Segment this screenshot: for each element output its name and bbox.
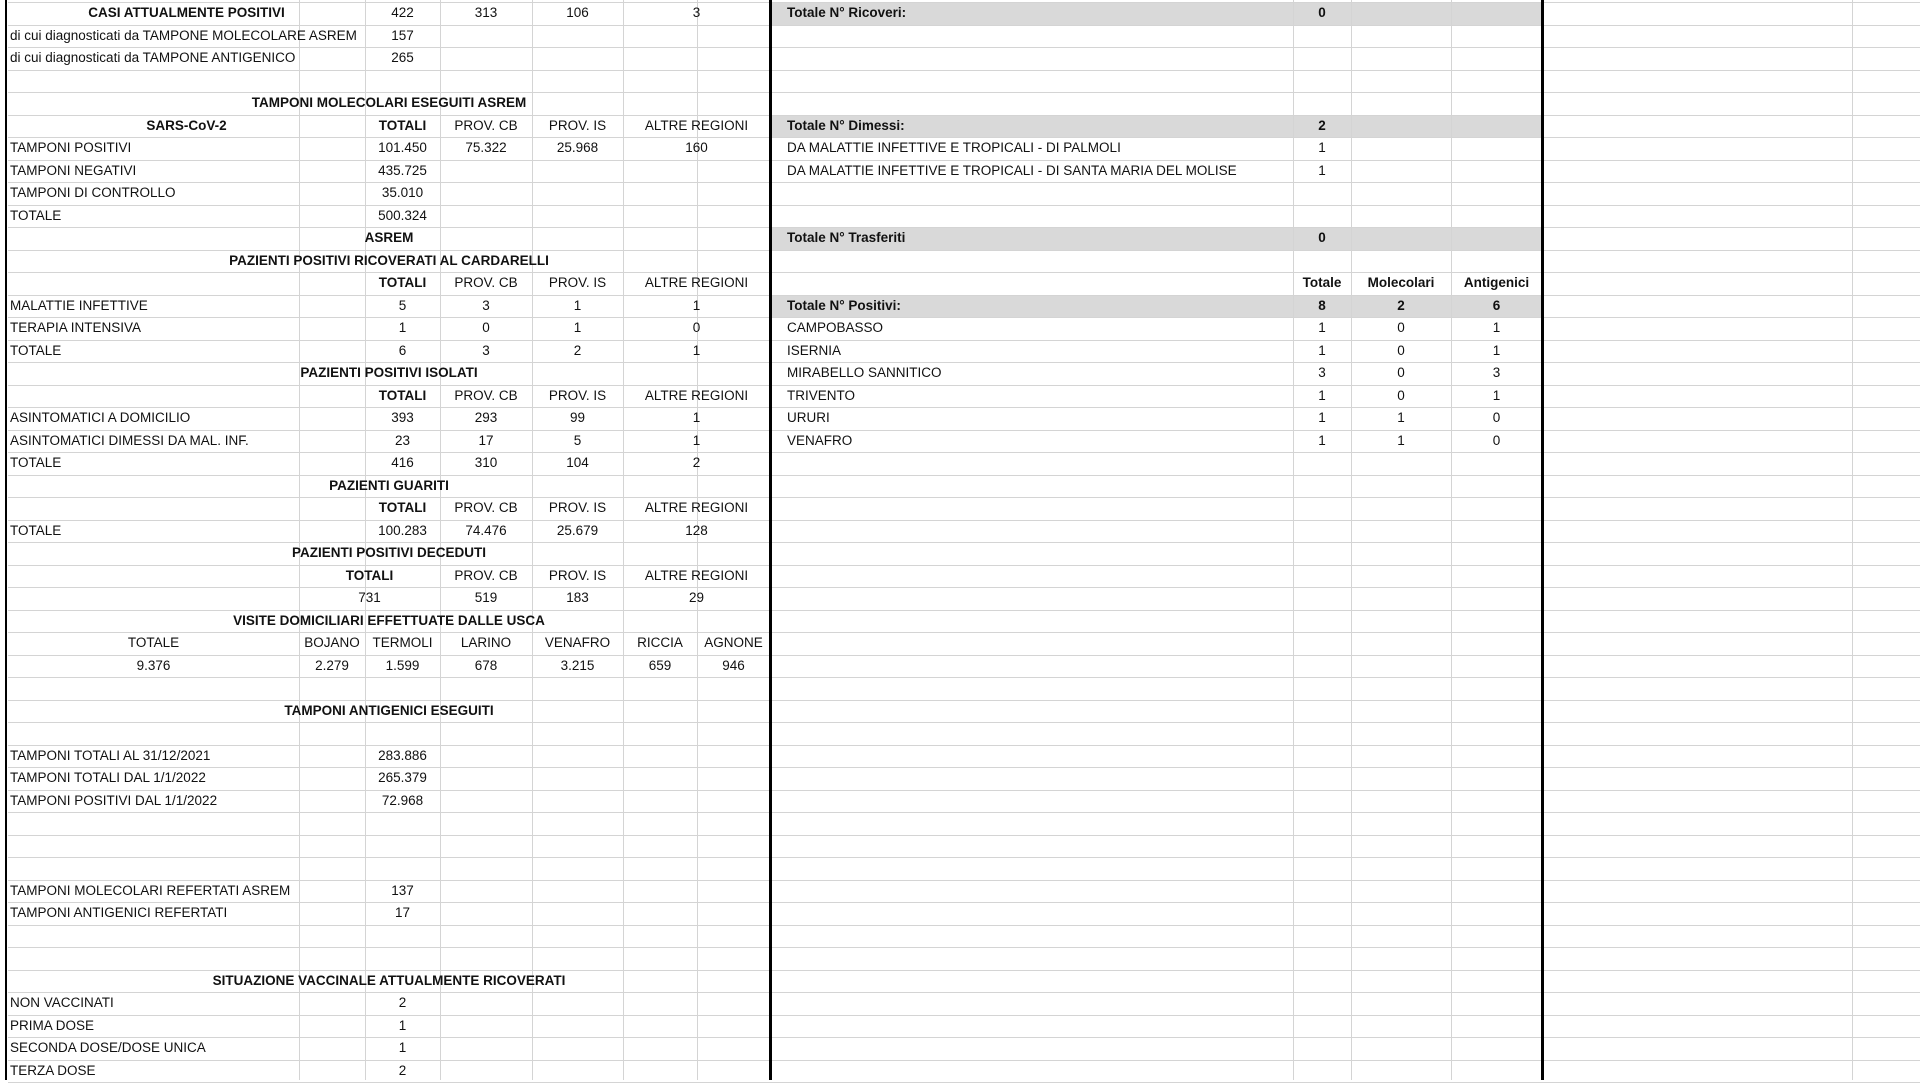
comune-antigenici[interactable]: 0 [1492, 410, 1501, 425]
deceduti-is[interactable]: 183 [566, 590, 589, 605]
antigenici-row-label[interactable]: TAMPONI TOTALI AL 31/12/2021 [10, 747, 211, 763]
comune-antigenici[interactable]: 1 [1492, 342, 1501, 358]
isolati-row-cb[interactable]: 17 [478, 432, 494, 448]
deceduti-totali[interactable]: 731 [358, 590, 381, 605]
ricoverati-row-is[interactable]: 1 [573, 320, 582, 335]
deceduti-cb-header[interactable]: PROV. CB [454, 567, 518, 583]
tamponi-row-altre[interactable] [623, 160, 770, 182]
row-gridline [8, 947, 1920, 948]
isolati-row-altre[interactable]: 1 [692, 410, 701, 425]
molecolare-asrem-label[interactable]: di cui diagnosticati da TAMPONE MOLECOLARE ASREM [10, 27, 357, 43]
positivi-molecolari[interactable]: 2 [1397, 297, 1405, 313]
comune-molecolari[interactable]: 0 [1397, 320, 1405, 335]
tamponi-row-is[interactable]: 25.968 [556, 140, 599, 155]
comune-molecolari[interactable]: 0 [1397, 387, 1405, 403]
ricoverati-row-label[interactable]: TOTALE [10, 342, 62, 358]
usca-header[interactable]: LARINO [460, 635, 512, 650]
comune-name[interactable]: TRIVENTO [787, 387, 856, 403]
comune-totale[interactable]: 1 [1318, 342, 1326, 358]
tamponi-row-altre[interactable] [623, 205, 770, 227]
isolati-row-is[interactable]: 99 [569, 410, 586, 425]
vaccinale-row-value[interactable]: 2 [398, 995, 407, 1010]
usca-header[interactable]: VENAFRO [544, 635, 611, 650]
isolati-row-label[interactable]: ASINTOMATICI A DOMICILIO [10, 410, 191, 425]
col-gridline [1852, 0, 1853, 1080]
molecolare-asrem-value[interactable]: 157 [391, 27, 414, 43]
tamponi-row-altre[interactable] [623, 182, 770, 204]
tamponi-row-cb[interactable]: 75.322 [465, 140, 507, 155]
deceduti-is-header[interactable]: PROV. IS [548, 567, 607, 583]
dimessi-row-value[interactable]: 1 [1318, 140, 1326, 155]
vaccinale-row-value[interactable]: 1 [398, 1040, 407, 1055]
guariti-is-header[interactable]: PROV. IS [548, 500, 607, 515]
tamponi-row-is[interactable] [532, 182, 623, 204]
dimessi-label[interactable]: Totale N° Dimessi: [787, 117, 905, 133]
ricoverati-row-totali[interactable]: 6 [398, 342, 407, 358]
vaccinale-row-label[interactable]: SECONDA DOSE/DOSE UNICA [10, 1040, 206, 1055]
comune-name[interactable]: ISERNIA [787, 342, 842, 358]
refertati-row-label[interactable]: TAMPONI MOLECOLARI REFERTATI ASREM [10, 882, 291, 898]
tamponi-row-totali[interactable]: 435.725 [378, 162, 427, 178]
comune-molecolari[interactable]: 0 [1397, 365, 1405, 380]
ricoverati-row-totali[interactable]: 1 [398, 320, 407, 335]
tamponi-row-label[interactable]: TAMPONI DI CONTROLLO [10, 185, 176, 200]
ricoverati-row-label[interactable]: TERAPIA INTENSIVA [10, 320, 142, 335]
usca-value[interactable]: 3.215 [560, 657, 595, 673]
vaccinale-row-value[interactable]: 1 [398, 1017, 407, 1033]
casi-attuali-altre[interactable]: 3 [692, 5, 701, 20]
comune-totale[interactable]: 3 [1318, 365, 1326, 380]
vaccinale-row-value[interactable]: 2 [398, 1062, 407, 1078]
positivi-totale-header[interactable]: Totale [1302, 275, 1342, 290]
guariti-is[interactable]: 25.679 [556, 522, 599, 538]
antigenico-value[interactable]: 265 [391, 50, 414, 65]
comune-molecolari[interactable]: 1 [1397, 432, 1405, 448]
isolati-is-header[interactable]: PROV. IS [548, 387, 607, 403]
dimessi-row-label[interactable]: DA MALATTIE INFETTIVE E TROPICALI - DI SANTA MARIA DEL MOLISE [787, 162, 1237, 178]
tamponi-row-label[interactable]: TAMPONI NEGATIVI [10, 162, 137, 178]
comune-totale[interactable]: 1 [1318, 387, 1326, 403]
col-gridline [1351, 0, 1352, 1080]
ricoverati-row-totali[interactable]: 5 [398, 297, 407, 313]
refertati-row-label[interactable]: TAMPONI ANTIGENICI REFERTATI [10, 905, 228, 920]
usca-header[interactable]: BOJANO [304, 635, 360, 650]
isolati-row-label[interactable]: TOTALE [10, 455, 62, 470]
guariti-altre-header[interactable]: ALTRE REGIONI [644, 500, 749, 515]
ricoverati-is-header[interactable]: PROV. IS [548, 275, 607, 290]
row-gridline [8, 565, 1920, 566]
refertati-row-value[interactable]: 137 [391, 882, 414, 898]
row-gridline [8, 677, 1920, 678]
comune-name[interactable]: VENAFRO [787, 432, 853, 448]
ricoverati-row-is[interactable]: 2 [573, 342, 582, 358]
tamponi-row-label[interactable]: TOTALE [10, 207, 62, 223]
totali-header[interactable]: TOTALI [378, 117, 427, 133]
antigenici-row-value[interactable]: 72.968 [381, 792, 424, 808]
row-gridline [8, 835, 1920, 836]
ricoverati-totali-header[interactable]: TOTALI [378, 275, 427, 290]
usca-value[interactable]: 659 [648, 657, 672, 673]
row-gridline [8, 812, 1920, 813]
usca-header[interactable]: TERMOLI [372, 635, 433, 650]
casi-attuali-cb[interactable]: 313 [474, 5, 498, 20]
comune-totale[interactable]: 1 [1318, 320, 1326, 335]
positivi-antigenici[interactable]: 6 [1492, 297, 1501, 313]
positivi-antigenici-header[interactable]: Antigenici [1463, 275, 1530, 290]
row-gridline [8, 497, 1920, 498]
isolati-row-is[interactable]: 104 [566, 455, 589, 470]
guariti-totali-header[interactable]: TOTALI [378, 500, 427, 515]
antigenici-title[interactable]: TAMPONI ANTIGENICI ESEGUITI [284, 702, 494, 718]
isolati-row-totali[interactable]: 416 [391, 455, 414, 470]
tamponi-row-cb[interactable] [440, 205, 532, 227]
comune-molecolari[interactable]: 0 [1397, 342, 1405, 358]
tamponi-row-totali[interactable]: 500.324 [378, 207, 427, 223]
deceduti-altre[interactable]: 29 [688, 590, 705, 605]
casi-attuali-is[interactable]: 106 [566, 5, 589, 20]
isolati-row-altre[interactable]: 1 [692, 432, 701, 448]
isolati-totali-header[interactable]: TOTALI [378, 387, 427, 403]
dimessi-row-value[interactable]: 1 [1318, 162, 1326, 178]
usca-value[interactable]: 1.599 [385, 657, 420, 673]
refertati-row-value[interactable]: 17 [394, 905, 411, 920]
isolati-title[interactable]: PAZIENTI POSITIVI ISOLATI [300, 365, 478, 380]
tamponi-molecolari-title[interactable]: TAMPONI MOLECOLARI ESEGUITI ASREM [251, 95, 527, 110]
usca-value[interactable]: 9.376 [136, 657, 171, 673]
antigenici-row-label[interactable]: TAMPONI POSITIVI DAL 1/1/2022 [10, 792, 218, 808]
ricoverati-row-cb[interactable]: 0 [482, 320, 490, 335]
asrem-title[interactable]: ASREM [364, 230, 414, 245]
left-border [5, 0, 7, 1080]
trasferiti-label[interactable]: Totale N° Trasferiti [787, 230, 906, 245]
deceduti-title[interactable]: PAZIENTI POSITIVI DECEDUTI [291, 545, 487, 560]
sars-header[interactable]: SARS-CoV-2 [146, 117, 227, 133]
isolati-altre-header[interactable]: ALTRE REGIONI [644, 387, 749, 403]
usca-header[interactable]: RICCIA [637, 635, 683, 650]
positivi-totale[interactable]: 8 [1318, 297, 1326, 313]
guariti-totali[interactable]: 100.283 [378, 522, 427, 538]
vaccinale-title[interactable]: SITUAZIONE VACCINALE ATTUALMENTE RICOVERATI [212, 972, 566, 988]
isolati-row-cb[interactable]: 293 [474, 410, 498, 425]
ricoverati-row-is[interactable]: 1 [573, 297, 582, 313]
isolati-row-is[interactable]: 5 [573, 432, 582, 448]
guariti-cb-header[interactable]: PROV. CB [454, 500, 518, 515]
vaccinale-row-label[interactable]: PRIMA DOSE [10, 1017, 95, 1033]
col-gridline [1451, 0, 1452, 1080]
vaccinale-row-label[interactable]: TERZA DOSE [10, 1062, 96, 1078]
ricoveri-value[interactable]: 0 [1318, 5, 1326, 20]
usca-title[interactable]: VISITE DOMICILIARI EFFETTUATE DALLE USCA [233, 612, 545, 628]
tamponi-row-is[interactable] [532, 205, 623, 227]
guariti-title[interactable]: PAZIENTI GUARITI [329, 477, 449, 493]
trasferiti-value[interactable]: 0 [1318, 230, 1326, 245]
antigenici-row-value[interactable]: 265.379 [378, 770, 427, 785]
ricoverati-row-cb[interactable]: 3 [482, 342, 490, 358]
usca-header[interactable]: TOTALE [127, 635, 180, 650]
usca-value[interactable]: 678 [474, 657, 498, 673]
tamponi-row-totali[interactable]: 35.010 [381, 185, 424, 200]
guariti-cb[interactable]: 74.476 [465, 522, 507, 538]
comune-antigenici[interactable]: 0 [1492, 432, 1501, 448]
tamponi-row-label[interactable]: TAMPONI POSITIVI [10, 140, 132, 155]
isolati-cb-header[interactable]: PROV. CB [454, 387, 518, 403]
isolati-row-altre[interactable]: 2 [692, 455, 701, 470]
usca-value[interactable]: 946 [722, 657, 745, 673]
usca-value[interactable]: 2.279 [315, 657, 349, 673]
ricoverati-row-cb[interactable]: 3 [482, 297, 490, 313]
prov-is-header[interactable]: PROV. IS [548, 117, 607, 133]
row-gridline [8, 857, 1920, 858]
altre-regioni-header[interactable]: ALTRE REGIONI [644, 117, 749, 133]
row-gridline [8, 272, 1920, 273]
comune-antigenici[interactable]: 3 [1492, 365, 1501, 380]
row-gridline [8, 70, 1920, 71]
guariti-altre[interactable]: 128 [685, 522, 708, 538]
ricoverati-title[interactable]: PAZIENTI POSITIVI RICOVERATI AL CARDARELLI [229, 252, 549, 268]
isolati-row-label[interactable]: ASINTOMATICI DIMESSI DA MAL. INF. [10, 432, 249, 448]
tamponi-row-cb[interactable] [440, 160, 532, 182]
comune-molecolari[interactable]: 1 [1397, 410, 1405, 425]
antigenici-row-value[interactable]: 283.886 [378, 747, 427, 763]
right-border [1541, 0, 1544, 1080]
ricoverati-row-altre[interactable]: 1 [692, 342, 701, 358]
deceduti-altre-header[interactable]: ALTRE REGIONI [644, 567, 749, 583]
ricoverati-altre-header[interactable]: ALTRE REGIONI [644, 275, 749, 290]
antigenici-row-label[interactable]: TAMPONI TOTALI DAL 1/1/2022 [10, 770, 206, 785]
usca-header[interactable]: AGNONE [704, 635, 763, 650]
ricoverati-row-altre[interactable]: 1 [692, 297, 701, 313]
guariti-label[interactable]: TOTALE [10, 522, 62, 538]
ricoverati-cb-header[interactable]: PROV. CB [454, 275, 518, 290]
comune-totale[interactable]: 1 [1318, 410, 1326, 425]
comune-name[interactable]: URURI [787, 410, 830, 425]
ricoverati-row-altre[interactable]: 0 [692, 320, 701, 335]
ricoveri-label[interactable]: Totale N° Ricoveri: [787, 5, 907, 20]
dimessi-row-label[interactable]: DA MALATTIE INFETTIVE E TROPICALI - DI PALMOLI [787, 140, 1121, 155]
comune-name[interactable]: CAMPOBASSO [787, 320, 884, 335]
casi-attuali-label[interactable]: CASI ATTUALMENTE POSITIVI [88, 5, 285, 20]
deceduti-cb[interactable]: 519 [474, 590, 498, 605]
tamponi-row-totali[interactable]: 101.450 [378, 140, 427, 155]
vaccinale-row-label[interactable]: NON VACCINATI [10, 995, 114, 1010]
row-gridline [8, 722, 1920, 723]
isolati-row-cb[interactable]: 310 [474, 455, 498, 470]
tamponi-row-is[interactable] [532, 160, 623, 182]
comune-antigenici[interactable]: 1 [1492, 387, 1501, 403]
casi-attuali-totali[interactable]: 422 [391, 5, 414, 20]
comune-name[interactable]: MIRABELLO SANNITICO [787, 365, 942, 380]
antigenico-label[interactable]: di cui diagnosticati da TAMPONE ANTIGENICO [10, 50, 296, 65]
dimessi-value[interactable]: 2 [1318, 117, 1326, 133]
comune-totale[interactable]: 1 [1318, 432, 1326, 448]
isolati-row-totali[interactable]: 23 [394, 432, 411, 448]
comune-antigenici[interactable]: 1 [1492, 320, 1501, 335]
isolati-row-totali[interactable]: 393 [391, 410, 414, 425]
positivi-label[interactable]: Totale N° Positivi: [787, 297, 901, 313]
row-gridline [8, 587, 1920, 588]
ricoverati-row-label[interactable]: MALATTIE INFETTIVE [10, 297, 148, 313]
deceduti-totali-header[interactable]: TOTALI [345, 567, 394, 583]
row-gridline [8, 925, 1920, 926]
tamponi-row-altre[interactable]: 160 [685, 140, 708, 155]
prov-cb-header[interactable]: PROV. CB [454, 117, 518, 133]
tamponi-row-cb[interactable] [440, 182, 532, 204]
positivi-molecolari-header[interactable]: Molecolari [1367, 275, 1435, 290]
